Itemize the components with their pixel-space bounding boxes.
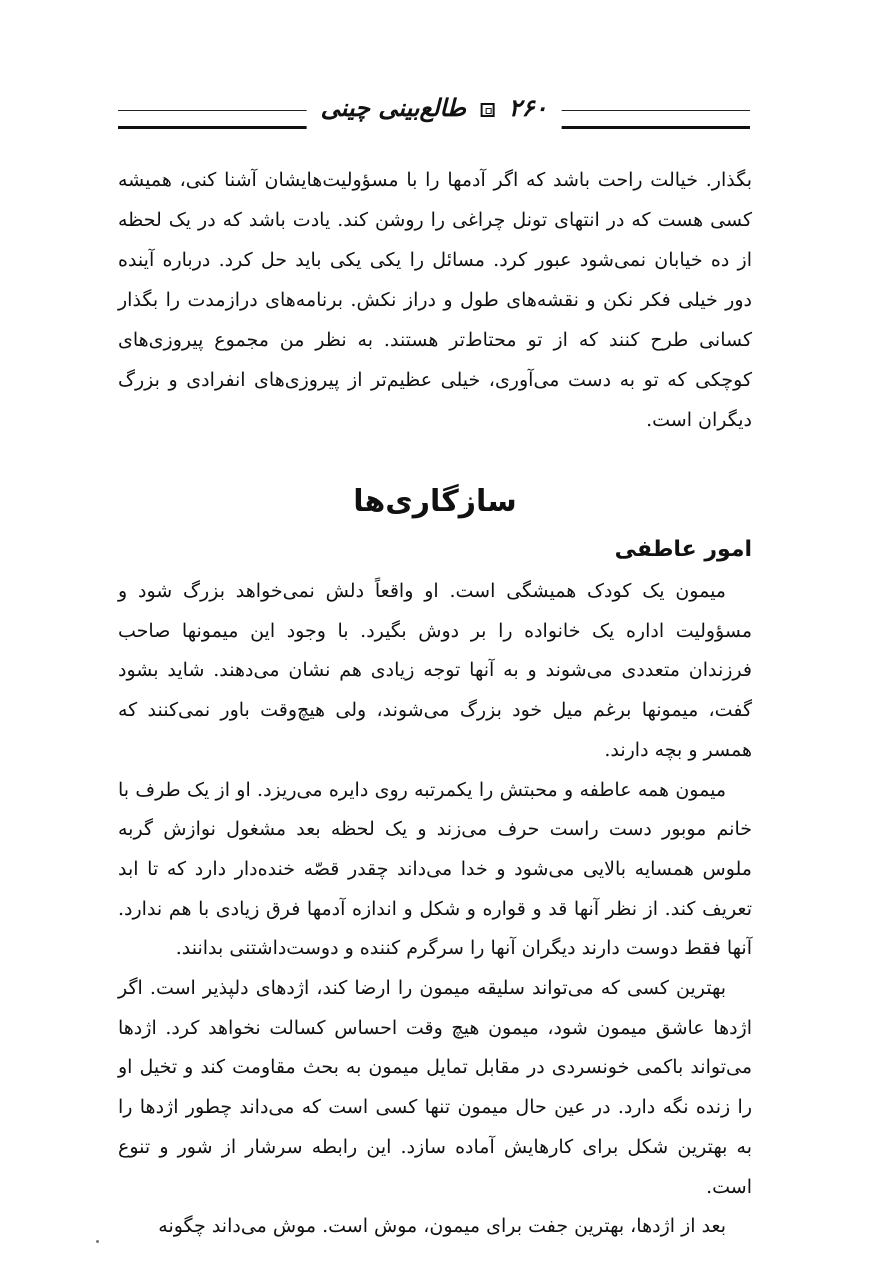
body-paragraph: میمون همه عاطفه و محبتش را یکمرتبه روی دایره می‌ریزد. او از یک طرف با خانم موبور دست راست حرف می‌زند و یک لحظه بعد مشغول نوازش گربه ملوس همسایه بالایی می‌شود و خدا می‌داند چقدر قصّه خنده‌دار دارد که تا ابد تعریف کند. از نظر آنها قد و قواره و شکل و اندازه آدمها فرق زیادی با هم ندارد. آنها فقط دوست دارند دیگران آنها را سرگرم کننده و دوست‌داشتنی بدانند. (118, 778, 752, 960)
intro-paragraph: بگذار. خیالت راحت باشد که اگر آدمها را با مسؤولیت‌هایشان آشنا کنی، همیشه کسی هست که در انتهای تونل چراغی را روشن کند. یادت باشد که در یک لحظه از ده خیابان نمی‌شود عبور کرد. مسائل را یکی یکی باید حل کرد. درباره آینده دور خیلی فکر نکن و نقشه‌های طول و دراز نکش. برنامه‌های درازمدت را بگذار کسانی طرح کنند که از تو محتاط‌تر هستند. به نظر من مجموع پیروزی‌های کوچکی که تو به دست می‌آوری، خیلی عظیم‌تر از پیروزی‌های انفرادی و بزرگ دیگران است. (118, 169, 752, 431)
body-paragraph: بهترین کسی که می‌تواند سلیقه میمون را ارضا کند، اژدهای دلپذیر است. اگر اژدها عاشق میمون شود، میمون هیچ وقت احساس کسالت نخواهد کرد. اژدها می‌تواند باکمی خونسردی در مقابل تمایل میمون به بحث مقاومت کند و تخیل او را زنده نگه دارد. در عین حال میمون تنها کسی است که می‌داند چطور اژدها را به بهترین شکل برای کارهایش آماده سازد. این رابطه سرشار از شور و تنوع است. (118, 977, 752, 1198)
scan-speck (96, 1240, 99, 1243)
section-body (118, 572, 752, 1247)
book-title: طالع‌بینی چینی (320, 93, 466, 122)
header-label (307, 86, 562, 130)
body-paragraph: بعد از اژدها، بهترین جفت برای میمون، موش است. موش می‌داند چگونه (158, 1215, 726, 1238)
square-ornament-icon (480, 103, 494, 117)
body-paragraph: میمون یک کودک همیشگی است. او واقعاً دلش نمی‌خواهد بزرگ شود و مسؤولیت اداره یک خانواده را بر دوش بگیرد. با وجود این میمونها صاحب فرزندان متعددی می‌شوند و به آنها توجه زیادی هم نشان می‌دهند. شاید بشود گفت، میمونها برغم میل خود بزرگ می‌شوند، ولی هیچ‌وقت باور نمی‌کنند که همسر و بچه دارند. (118, 580, 752, 761)
section-title: سازگاری‌ها (353, 484, 517, 519)
running-header (118, 86, 750, 126)
page-number: ۲۶۰ (508, 93, 548, 122)
subsection-heading: امور عاطفی (614, 537, 752, 562)
